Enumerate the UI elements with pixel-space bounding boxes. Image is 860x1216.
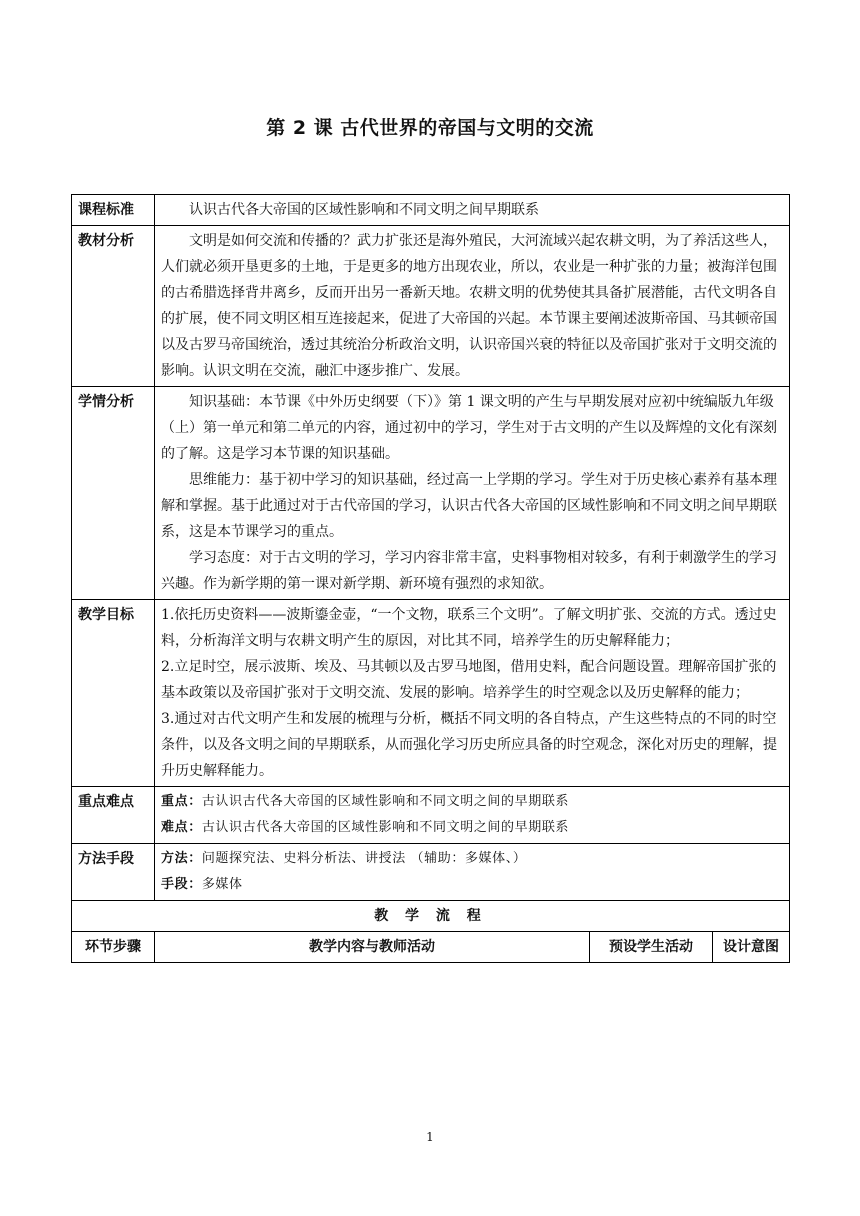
student-attitude-paragraph: 学习态度：对于古文明的学习，学习内容非常丰富，史料事物相对较多，有利于刺激学生的学习兴趣。作为新学期的第一课对新学期、新环境有强烈的求知欲。 (161, 550, 777, 592)
course-standard-text: 认识古代各大帝国的区域性影响和不同文明之间早期联系 (189, 202, 539, 218)
content-student-analysis (155, 387, 790, 600)
column-header-design-intent: 设计意图 (713, 932, 790, 963)
means-lead: 手段： (161, 877, 202, 892)
student-knowledge-paragraph: 知识基础：本节课《中外历史纲要（下）》第 1 课文明的产生与早期发展对应初中统编版九年级（上）第一单元和第二单元的内容，通过初中的学习，学生对于古文明的产生以及辉煌的文化有深刻的了解。这是学习本节课的知识基础。 (161, 394, 777, 462)
student-thinking-paragraph: 思维能力：基于初中学习的知识基础，经过高一上学期的学习。学生对于历史核心素养有基本理解和掌握。基于此通过对于古代帝国的学习，认识古代各大帝国的区域性影响和不同文明之间早期联系，这是本节课学习的重点。 (161, 472, 777, 540)
goal-item-3: 3.通过对古代文明产生和发展的梳理与分析，概括不同文明的各自特点，产生这些特点的不同的时空条件，以及各文明之间的早期联系，从而强化学习历史所应具备的时空观念，深化对历史的理解，提升历史解释能力。 (161, 711, 777, 779)
difficulty-text: 古认识古代各大帝国的区域性影响和不同文明之间的早期联系 (201, 820, 570, 835)
row-course-standard (72, 195, 790, 226)
row-column-headers (72, 932, 790, 963)
key-point-text: 古认识古代各大帝国的区域性影响和不同文明之间的早期联系 (201, 794, 570, 809)
label-course-standard: 课程标准 (72, 195, 155, 226)
means-text: 多媒体 (201, 877, 243, 892)
content-course-standard (155, 195, 790, 226)
label-methods: 方法手段 (72, 844, 155, 901)
page-number: 1 (426, 1130, 434, 1144)
content-key-points (155, 787, 790, 844)
document-title: 第 2 课 古代世界的帝国与文明的交流 (266, 117, 594, 139)
goal-item-1: 1.依托历史资料——波斯鎏金壶，“一个文物，联系三个文明”。了解文明扩张、交流的方式。透过史料，分析海洋文明与农耕文明产生的原因，对比其不同，培养学生的历史解释能力； (161, 607, 777, 649)
content-teaching-goals (155, 600, 790, 787)
content-material-analysis (155, 226, 790, 387)
difficulty-line (161, 815, 783, 841)
means-line (161, 872, 783, 898)
label-material-analysis: 教材分析 (72, 226, 155, 387)
method-text: 问题探究法、史料分析法、讲授法 （辅助：多媒体、） (201, 851, 527, 866)
method-line (161, 846, 783, 872)
method-lead: 方法： (161, 851, 202, 866)
column-header-student-activity: 预设学生活动 (590, 932, 713, 963)
label-key-points: 重点难点 (72, 787, 155, 844)
row-teaching-goals (72, 600, 790, 787)
row-methods (72, 844, 790, 901)
column-header-steps: 环节步骤 (72, 932, 155, 963)
row-material-analysis (72, 226, 790, 387)
key-point-lead: 重点： (161, 794, 202, 809)
goal-item-2: 2.立足时空，展示波斯、埃及、马其顿以及古罗马地图，借用史料，配合问题设置。理解帝国扩张的基本政策以及帝国扩张对于文明交流、发展的影响。培养学生的时空观念以及历史解释的能力； (161, 659, 777, 701)
row-flow-title (72, 901, 790, 932)
material-analysis-text: 文明是如何交流和传播的？武力扩张还是海外殖民，大河流域兴起农耕文明，为了养活这些人，人们就必须开垦更多的土地，于是更多的地方出现农业，所以，农业是一种扩张的力量；被海洋包围的古希腊选择背井离乡，反而开出另一番新天地。农耕文明的优势使其具备扩展潜能，古代文明各自的扩展，使不同文明区相互连接起来，促进了大帝国的兴起。本节课主要阐述波斯帝国、马其顿帝国以及古罗马帝国统治，透过其统治分析政治文明，认识帝国兴衰的特征以及帝国扩张对于文明交流的影响。认识文明在交流，融汇中逐步推广、发展。 (161, 233, 777, 379)
teaching-flow-title (72, 901, 790, 932)
label-teaching-goals: 教学目标 (72, 600, 155, 787)
difficulty-lead: 难点： (161, 820, 202, 835)
column-header-content: 教学内容与教师活动 (155, 932, 590, 963)
label-student-analysis: 学情分析 (72, 387, 155, 600)
lesson-plan-table (71, 194, 790, 963)
row-key-points (72, 787, 790, 844)
content-methods (155, 844, 790, 901)
key-point-line (161, 789, 783, 815)
row-student-analysis (72, 387, 790, 600)
teaching-flow-title-text: 教 学 流 程 (374, 908, 487, 924)
